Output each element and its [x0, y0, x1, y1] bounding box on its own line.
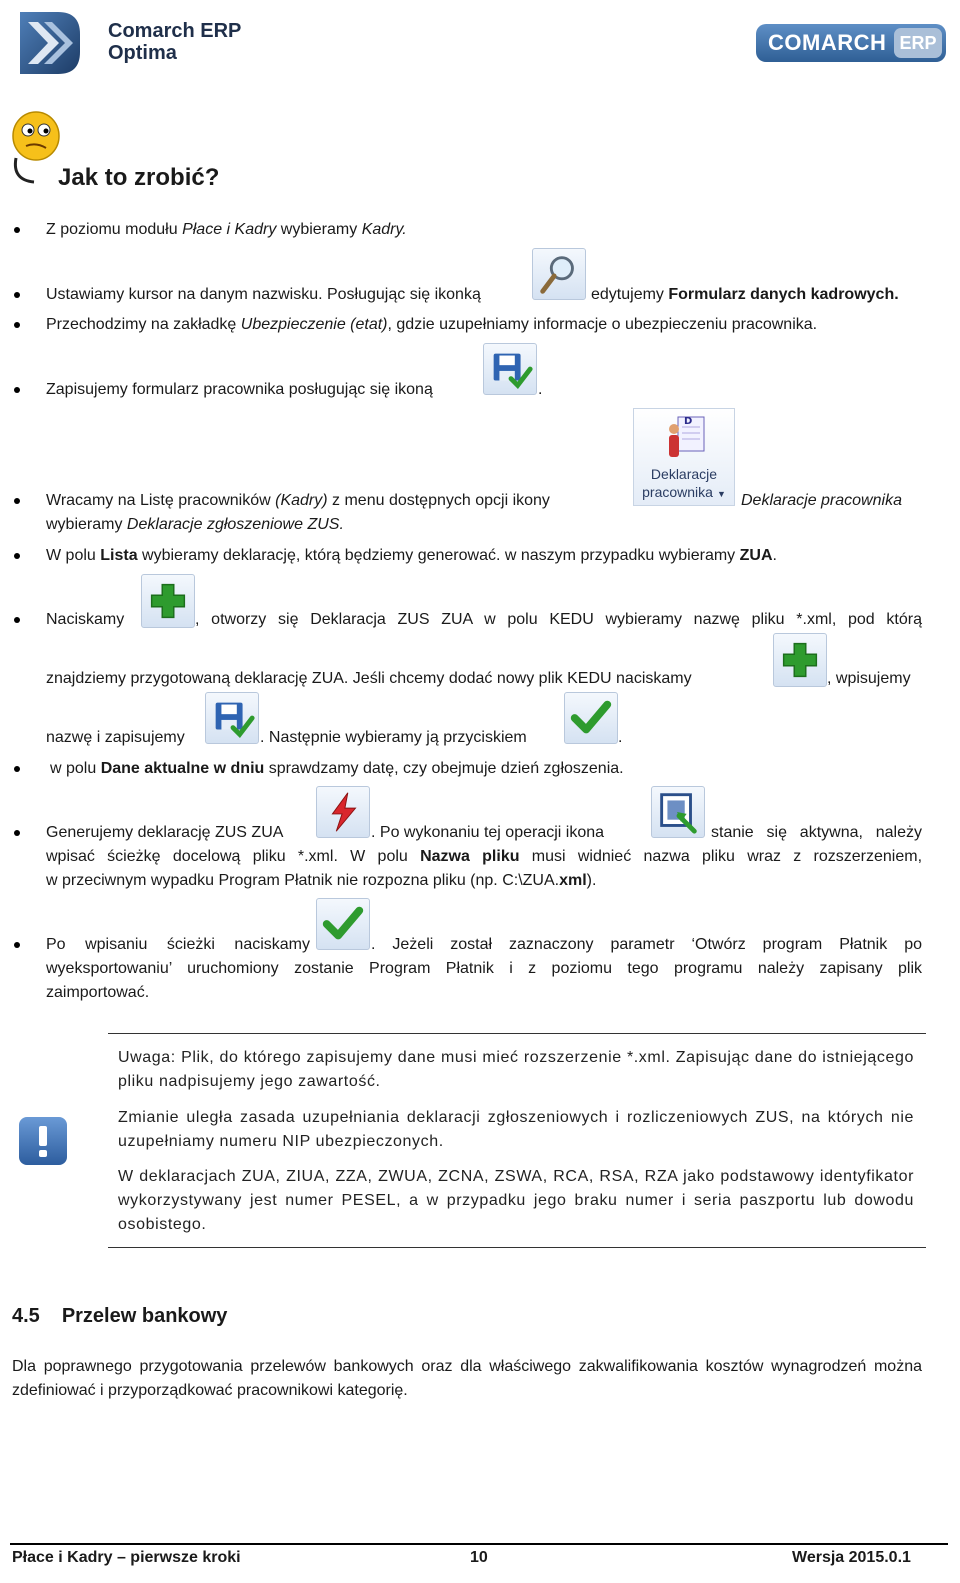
step-3-text: Przechodzimy na zakładkę — [46, 316, 241, 333]
footer-rule — [10, 1543, 948, 1545]
footer-version: Wersja 2015.0.1 — [792, 1549, 911, 1566]
note-paragraph-3: W deklaracjach ZUA, ZIUA, ZZA, ZWUA, ZCNA, ZSWA, RCA, RSA, RZA jako podstawowy identyfikator wykorzystywany jest numer PESEL, a w przypadku jego braku numer i seria paszportu lub dowodu osobistego. — [118, 1168, 914, 1233]
option-name: Deklaracje zgłoszeniowe ZUS. — [126, 516, 344, 533]
step-7-line2-tail: , wpisujemy — [827, 670, 911, 687]
step-10-line3: zaimportować. — [46, 984, 150, 1001]
step-4-text: Zapisujemy formularz pracownika posługując się ikoną — [46, 381, 433, 398]
step-7-line3-mid: . Następnie wybieramy ją przyciskiem — [260, 729, 527, 746]
confirm-check-icon[interactable] — [564, 692, 618, 744]
step-5-text: Wracamy na Listę pracowników — [46, 492, 276, 509]
bullet — [14, 498, 20, 504]
step-9-text-2: wpisać ścieżkę docelową pliku *.xml. W polu — [46, 848, 421, 865]
step-8-text-2: sprawdzamy datę, czy obejmuje dzień zgłoszenia. — [264, 760, 624, 777]
step-9-text-3: musi widnieć nazwa pliku wraz z rozszerzeniem, — [519, 848, 923, 865]
howto-title: Jak to zrobić? — [58, 164, 220, 191]
step-5-line2 — [46, 513, 344, 537]
step-10-text: Po wpisaniu ścieżki naciskamy — [46, 936, 310, 953]
step-9-line3 — [46, 869, 596, 893]
generate-lightning-icon[interactable] — [316, 786, 370, 838]
step-9-text-5: ). — [586, 872, 597, 889]
module-name: Płace i Kadry — [182, 221, 277, 238]
button-label-line2-text: pracownika — [642, 484, 713, 500]
product-name-line2: Optima — [108, 42, 177, 64]
thinking-emoji-icon — [10, 110, 62, 188]
save-icon[interactable] — [483, 343, 537, 395]
magnifier-icon[interactable] — [532, 248, 586, 300]
bullet — [14, 942, 20, 948]
step-1-text: Z poziomu modułu — [46, 221, 183, 238]
step-9-text-4: w przeciwnym wypadku Program Płatnik nie rozpozna pliku (np. C:\ZUA. — [46, 872, 560, 889]
note-top-rule — [108, 1033, 926, 1034]
step-4-period: . — [538, 381, 543, 398]
kadry-ref: (Kadry) — [275, 492, 328, 509]
step-3-text-2: , gdzie uzupełniamy informacje o ubezpieczeniu pracownika. — [387, 316, 818, 333]
step-6-text-2: wybieramy deklarację, którą będziemy generować. w naszym przypadku wybieramy — [137, 547, 740, 564]
optima-logo-icon — [14, 8, 86, 78]
dropdown-arrow-icon: ▼ — [716, 489, 726, 499]
add-icon-2[interactable] — [773, 633, 827, 687]
warning-icon — [19, 1117, 67, 1165]
product-logo — [14, 8, 86, 78]
form-name: Formularz danych kadrowych. — [668, 286, 899, 303]
section-heading — [12, 1302, 227, 1330]
comarch-logo — [756, 24, 946, 62]
step-1 — [46, 218, 407, 242]
step-5-text-3: wybieramy — [46, 516, 127, 533]
deklaracje-pracownika-button[interactable] — [633, 408, 735, 506]
step-9-tail: stanie się aktywna, należy — [711, 824, 922, 841]
tab-name: Ubezpieczenie (etat) — [240, 316, 388, 333]
step-9-mid: . Po wykonaniu tej operacji ikona — [371, 824, 605, 841]
note-paragraph-2: Zmianie uległa zasada uzupełniania deklaracji zgłoszeniowych i rozliczeniowych ZUS, na których nie uzupełniamy numeru NIP ubezpieczonych. — [118, 1109, 914, 1150]
bullet — [14, 227, 20, 233]
footer-page-number: 10 — [470, 1549, 488, 1566]
button-label-line1: Deklaracje — [650, 466, 718, 482]
step-7-period: . — [618, 729, 623, 746]
step-9-line2 — [46, 845, 922, 869]
confirm-check-icon-2[interactable] — [316, 898, 370, 950]
bullet — [14, 766, 20, 772]
step-7-line3: nazwę i zapisujemy — [46, 729, 185, 746]
note-bottom-rule — [108, 1247, 926, 1248]
step-5-text-2: z menu dostępnych opcji ikony — [327, 492, 550, 509]
button-label-line2 — [634, 483, 734, 503]
step-6-text-3: . — [772, 547, 777, 564]
export-file-icon[interactable] — [651, 786, 705, 838]
field-lista: Lista — [100, 547, 138, 564]
product-name-line1: Comarch ERP — [108, 20, 242, 42]
svg-text:D: D — [684, 416, 693, 427]
step-1-text-2: wybieramy — [276, 221, 362, 238]
step-7-text: Naciskamy — [46, 611, 125, 628]
section-title: Przelew bankowy — [61, 1305, 228, 1327]
bullet — [14, 553, 20, 559]
step-2-text: Ustawiamy kursor na danym nazwisku. Posługując się ikonką — [46, 286, 481, 303]
step-7-line1: , otworzy się Deklaracja ZUS ZUA w polu KEDU wybieramy nazwę pliku *.xml, pod którą — [195, 611, 922, 628]
step-10-line2: wyeksportowaniu’ uruchomiony zostanie Program Płatnik i z poziomu tego programu należy zapisany plik — [46, 960, 922, 977]
step-3 — [46, 313, 817, 337]
comarch-brand-text: COMARCH — [768, 30, 887, 55]
bullet — [14, 830, 20, 836]
section-body: Dla poprawnego przygotowania przelewów bankowych oraz dla właściwego zakwalifikowania kosztów wynagrodzeń można zdefiniować i przyporządkować pracownikowi kategorię. — [12, 1358, 922, 1399]
step-5-line1 — [46, 489, 550, 513]
footer-title: Płace i Kadry – pierwsze kroki — [12, 1549, 241, 1566]
step-2-text-2: edytujemy — [591, 286, 669, 303]
save-icon-2[interactable] — [205, 692, 259, 744]
bullet — [14, 387, 20, 393]
step-5-button-name: Deklaracje pracownika — [741, 492, 902, 509]
step-6 — [46, 544, 777, 568]
kadry-label: Kadry. — [361, 221, 407, 238]
step-8-text: w polu — [50, 760, 101, 777]
bullet — [14, 322, 20, 328]
step-7-line2: znajdziemy przygotowaną deklarację ZUA. Jeśli chcemy dodać nowy plik KEDU naciskamy — [46, 670, 692, 687]
bullet — [14, 292, 20, 298]
step-9-text: Generujemy deklarację ZUS ZUA — [46, 824, 284, 841]
zua-label: ZUA — [739, 547, 773, 564]
step-10-tail: . Jeżeli został zaznaczony parametr ‘Otwórz program Płatnik po — [371, 936, 922, 953]
comarch-erp-badge: ERP — [894, 28, 942, 58]
field-date: Dane aktualne w dniu — [100, 760, 265, 777]
step-8 — [50, 757, 624, 781]
employee-declaration-icon — [634, 411, 734, 467]
bullet — [14, 617, 20, 623]
add-icon[interactable] — [141, 574, 195, 628]
step-6-text: W polu — [46, 547, 101, 564]
xml-ext: xml — [559, 872, 587, 889]
step-2-tail — [591, 283, 899, 307]
note-paragraph-1: Uwaga: Plik, do którego zapisujemy dane musi mieć rozszerzenie *.xml. Zapisując dane do istniejącego pliku nadpisujemy jego zawartość. — [118, 1049, 914, 1090]
section-number: 4.5 — [12, 1305, 40, 1327]
product-name — [108, 20, 241, 64]
field-filename: Nazwa pliku — [420, 848, 520, 865]
